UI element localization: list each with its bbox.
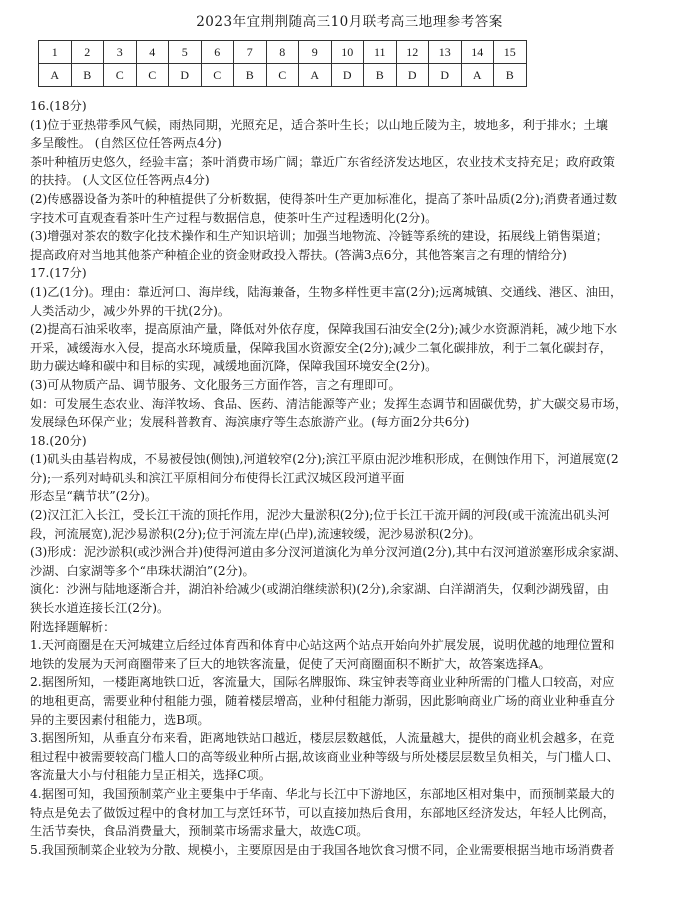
text-line: 地铁的发展为天河商圈带来了巨大的地铁客流量，促使了天河商圈面积不断扩大，故答案选择A。	[30, 656, 551, 671]
text-line: 多呈酸性。 (自然区位任答两点4分)	[30, 136, 222, 151]
text-line: (3)形成：泥沙淤积(或沙洲合并)使得河道由多分汊河道演化为单分汊河道(2分),其中右汊河道淤塞形成余家湖、	[30, 545, 627, 560]
text-line: 17.(17分)	[30, 266, 87, 281]
text-line: 沙湖、白家湖等多个“串珠状湖泊”(2分)。	[30, 563, 255, 578]
question-number-cell: 12	[396, 41, 429, 64]
text-line: 的扶持。 (人文区位任答两点4分)	[30, 173, 210, 188]
question-number-cell: 7	[234, 41, 267, 64]
question-number-cell: 2	[71, 41, 104, 64]
text-line: 如：可发展生态农业、海洋牧场、食品、医药、清洁能源等产业；发挥生态调节和固碳优势，扩大碳交易市场，	[30, 396, 628, 411]
question-number-cell: 10	[331, 41, 364, 64]
question-number-cell: 15	[494, 41, 527, 64]
question-number-cell: 14	[461, 41, 494, 64]
text-line: (1)乙(1分)。理由：靠近河口、海岸线，陆海兼备，生物多样性更丰富(2分);远离城镇、交通线、港区、油田，	[30, 284, 623, 299]
text-line: (2)汉江汇入长江，受长江干流的顶托作用，泥沙大量淤积(2分);位于长江干流开阔的河段(或干流流出矶头河	[30, 508, 610, 523]
answer-content	[30, 97, 669, 859]
question-number-cell: 1	[39, 41, 72, 64]
question-number-cell: 9	[299, 41, 332, 64]
text-line: 人类活动少，减少外界的干扰(2分)。	[30, 303, 231, 318]
answer-cell: D	[396, 64, 429, 87]
answer-table	[38, 40, 527, 87]
text-line: 提高政府对当地其他茶产种植企业的资金财政投入帮扶。(答满3点6分，其他答案言之有理的情给分)	[30, 247, 567, 262]
text-line: 助力碳达峰和碳中和目标的实现，减缓地面沉降，保障我国环境安全(2分)。	[30, 359, 438, 374]
question-number-row	[39, 41, 527, 64]
text-line: 段，河流展宽),泥沙易淤积(2分);位于河流左岸(凸岸),流速较缓，泥沙易淤积(2分)。	[30, 526, 481, 541]
text-line: (2)传感器设备为茶叶的种植提供了分析数据，使得茶叶生产更加标准化，提高了茶叶品质(2分);消费者通过数	[30, 191, 618, 206]
text-line: 分);一系列对峙矶头和滨江平原相间分布使得长江武汉城区段河道平面	[30, 470, 405, 485]
answer-cell: C	[201, 64, 234, 87]
answer-cell: D	[429, 64, 462, 87]
text-line: 2.据图所知，一楼距离地铁口近，客流量大，国际名牌服饰、珠宝钟表等商业业种所需的门槛人口较高，对应	[30, 675, 615, 690]
text-line: 3.据图所知，从垂直分布来看，距离地铁站口越近，楼层层数越低，人流量越大，提供的商业机会越多，在竞	[30, 731, 615, 746]
answer-cell: B	[71, 64, 104, 87]
text-line: 开采，减缓海水入侵，提高水环境质量，保障我国水资源安全(2分);减少二氧化碳排放，利于二氧化碳封存，	[30, 340, 612, 355]
page-title: 2023年宜荆荆随高三10月联考高三地理参考答案	[196, 14, 503, 30]
text-line: 租过程中被需要较高门槛人口的高等级业种所占据,故该商业业种等级与所处楼层层数呈负相关，与门槛人口、	[30, 749, 619, 764]
answer-cell: C	[136, 64, 169, 87]
question-number-cell: 8	[266, 41, 299, 64]
text-line: (2)提高石油采收率，提高原油产量，降低对外依存度，保障我国石油安全(2分);减少水资源消耗，减少地下水	[30, 322, 618, 337]
text-line: 附选择题解析：	[30, 619, 116, 634]
text-line: 字技术可直观查看茶叶生产过程与数据信息，使茶叶生产过程透明化(2分)。	[30, 210, 438, 225]
text-line: 特点是免去了做饭过程中的食材加工与烹饪环节，可以直接加热后食用，东部地区经济发达，年轻人比例高，	[30, 805, 615, 820]
text-line: 1.天河商圈是在天河城建立后经过体育西和体育中心站这两个站点开始向外扩展发展，说明优越的地理位置和	[30, 638, 615, 653]
text-line: 的地租更高，需要业种付租能力强，随着楼层增高，业种付租能力渐弱，因此影响商业广场的商业业种垂直分	[30, 694, 615, 708]
answer-cell: A	[299, 64, 332, 87]
text-line: (1)位于亚热带季风气候，雨热同期，光照充足，适合茶叶生长；以山地丘陵为主，坡地多，利于排水；土壤	[30, 117, 608, 132]
text-line: (1)矶头由基岩构成，不易被侵蚀(侧蚀),河道较窄(2分);滨江平原由泥沙堆积形成，在侧蚀作用下，河道展宽(2	[30, 452, 619, 467]
answer-cell: D	[331, 64, 364, 87]
text-line: 5.我国预制菜企业较为分散、规模小，主要原因是由于我国各地饮食习惯不同，企业需要根据当地市场消费者	[30, 842, 615, 857]
answer-cell: B	[364, 64, 397, 87]
answer-cell: B	[234, 64, 267, 87]
question-number-cell: 4	[136, 41, 169, 64]
answer-cell: A	[39, 64, 72, 87]
text-line: 18.(20分)	[30, 433, 87, 448]
answer-cell: C	[266, 64, 299, 87]
text-line: 4.据图可知，我国预制菜产业主要集中于华南、华北与长江中下游地区，东部地区相对集中，而预制菜最大的	[30, 786, 615, 801]
answer-cell: D	[169, 64, 202, 87]
text-line: 异的主要因素付租能力，选B项。	[30, 712, 210, 727]
question-number-cell: 11	[364, 41, 397, 64]
answer-row	[39, 64, 527, 87]
answer-cell: C	[104, 64, 137, 87]
answer-cell: A	[461, 64, 494, 87]
text-line: 形态呈“藕节状”(2分)。	[30, 489, 158, 504]
answer-cell: B	[494, 64, 527, 87]
text-line: 演化：沙洲与陆地逐渐合并，湖泊补给减少(或湖泊继续淤积)(2分),余家湖、白洋湖消失，仅剩沙湖残留，由	[30, 582, 610, 597]
text-line: 发展绿色环保产业；发展科普教育、海滨康疗等生态旅游产业。(每方面2分共6分)	[30, 415, 470, 430]
question-number-cell: 5	[169, 41, 202, 64]
text-line: (3)增强对茶农的数字化技术操作和生产知识培训；加强当地物流、冷链等系统的建设，拓展线上销售渠道；	[30, 229, 608, 244]
text-line: 狭长水道连接长江(2分)。	[30, 601, 170, 616]
text-line: 生活节奏快，食品消费量大，预制菜市场需求量大，故选C项。	[30, 824, 369, 839]
question-number-cell: 6	[201, 41, 234, 64]
text-line: 16.(18分)	[30, 99, 87, 113]
text-line: 客流量大小与付租能力呈正相关，选择C项。	[30, 768, 271, 783]
text-line: 茶叶种植历史悠久，经验丰富；茶叶消费市场广阔；靠近广东省经济发达地区，农业技术支持充足；政府政策	[30, 154, 615, 169]
question-number-cell: 3	[104, 41, 137, 64]
question-number-cell: 13	[429, 41, 462, 64]
text-line: (3)可从物质产品、调节服务、文化服务三方面作答，言之有理即可。	[30, 377, 401, 392]
